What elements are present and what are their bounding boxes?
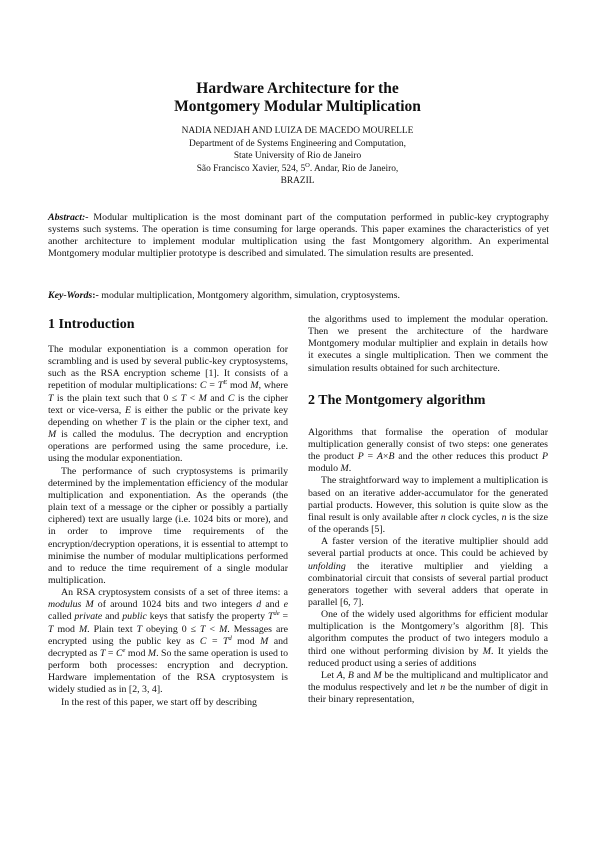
abstract	[48, 212, 549, 260]
montgomery-paragraph-3: A faster version of the iterative multiplier should add several partial products at once. This could be achieved by unfolding the iterative multiplier and yielding a combinatorial circuit that consists of several partial product generators together with several adders that operate in parallel [6, 7].	[308, 536, 548, 608]
intro-paragraph-2: The performance of such cryptosystems is primarily determined by the implementation efficiency of the modular multiplication and exponentiation. As the operands (the plain text of a message or the cipher or possibly a partially ciphered) text are usually large (i.e. 1024 bits or more), and in order to improve time requirements of the encryption/decryption operations, it is essential to attempt to minimise the number of modular multiplications performed and to reduce the time requirement of a single modular multiplication.	[48, 465, 288, 586]
montgomery-paragraph-2: The straightforward way to implement a multiplication is based on an iterative adder-accumulator for the generated partial products. However, this solution is quite slow as the final result is only available after n clock cycles, n is the size of the operands [5].	[308, 475, 548, 536]
abstract-text: Modular multiplication is the most dominant part of the computation performed in public-key cryptography systems such systems. The operation is time consuming for large operands. This paper examines the characteristics of yet another architecture to implement modular multiplication using the fast Montgomery algorithm. An experimental Montgomery modular multiplier prototype is described and simulated. The simulation results are presented.	[48, 212, 549, 259]
intro-paragraph-4-continued: the algorithms used to implement the modular operation. Then we present the architecture of the hardware Montgomery modular multiplier and explain in details how it executes a single multiplication. Then we comment the simulation results obtained for such architecture.	[308, 314, 548, 374]
montgomery-paragraph-4: One of the widely used algorithms for efficient modular multiplication is the Montgomery’s algorithm [8]. This algorithm computes the product of two integers modulo a third one without performing division by M. It yields the reduced product using a series of additions	[308, 609, 548, 669]
intro-paragraph-4: In the rest of this paper, we start off by describing	[61, 696, 257, 708]
intro-paragraph-1: The modular exponentiation is a common operation for scrambling and is used by several public-key cryptosystems, such as the RSA encryption scheme [1]. It consists of a repetition of modular multiplications: $C = T^E$ mod M, where T is the plain text such that 0 ≤ T < M and C is the cipher text or vice-versa, E is either the public or the private key depending on whether T is the plain or the cipher text, and M is called the modulus. The decryption and encryption operations are performed using the same procedure, i.e. using the modular exponentiation.	[48, 344, 289, 465]
abstract-label: Abstract:-	[48, 212, 89, 223]
section-2-heading: 2 The Montgomery algorithm	[308, 392, 486, 408]
keywords: Key-Words:- modular multiplication, Montgomery algorithm, simulation, cryptosystems.	[48, 290, 400, 301]
author-names: NADIA NEDJAH AND LUIZA DE MACEDO MOURELLE	[181, 126, 414, 136]
montgomery-paragraph-1: Algorithms that formalise the operation of modular multiplication generally consist of two steps: one generates the product P = A×B and the other reduces this product P modulo M.	[308, 426, 548, 475]
paper-title	[40, 80, 555, 116]
keywords-label: Key-Words	[48, 290, 93, 301]
author-university: State University of Rio de Janeiro	[233, 151, 362, 161]
keywords-text: modular multiplication, Montgomery algorithm, simulation, cryptosystems.	[98, 290, 400, 301]
title-line-1: Hardware Architecture for the	[196, 80, 399, 97]
author-block	[40, 125, 555, 188]
title-line-2: Montgomery Modular Multiplication	[174, 98, 421, 115]
author-country: BRAZIL	[280, 176, 315, 186]
left-column	[48, 316, 288, 709]
section-1-heading: 1 Introduction	[48, 317, 135, 332]
montgomery-paragraph-5: Let A, B and M be the multiplicand and multiplicator and the modulus respectively and let n be the number of digit in their binary representation,	[308, 669, 549, 706]
author-address: São Francisco Xavier, 524, $5^O$. Andar, Rio de Janeiro,	[196, 161, 399, 174]
right-column	[308, 314, 548, 706]
author-department: Department of de Systems Engineering and Computation,	[189, 138, 406, 149]
intro-paragraph-3: An RSA cryptosystem consists of a set of three items: a modulus M of around 1024 bits and two integers d and e called private and public keys that satisfy the property $T^{de} = T$ mod M. Plain text T obeying 0 ≤ T < M. Messages are encrypted using the public key as $C = T^d$ mod M and decrypted as $T = C^e$ mod M. So the same operation is used to perform both processes: encryption and decryption. Hardware implementation of the RSA cryptosystem is widely studied as in [2, 3, 4].	[48, 587, 289, 696]
